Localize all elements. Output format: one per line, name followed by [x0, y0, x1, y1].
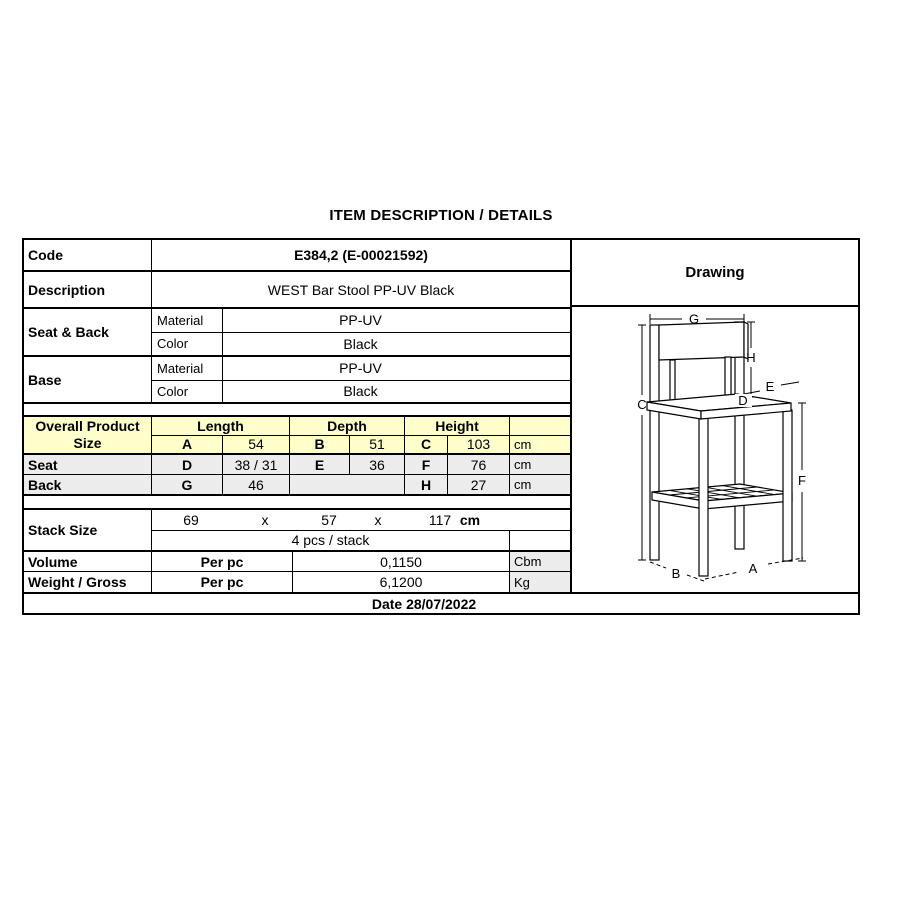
seat-back-group [24, 307, 570, 355]
volume-value: 0,1150 [293, 552, 510, 571]
seat-back-color-value: Black [343, 335, 378, 352]
volume-row [24, 550, 570, 571]
drawing-header: Drawing [572, 240, 858, 307]
stool-front-left-leg [699, 418, 708, 576]
spec-table [22, 238, 860, 615]
weight-row [24, 571, 570, 592]
weight-label: Weight / Gross [24, 572, 152, 592]
page-title: ITEM DESCRIPTION / DETAILS [329, 207, 553, 224]
size-group-label: Overall Product Size [24, 417, 152, 453]
code-value: E384,2 (E-00021592) [294, 247, 428, 263]
dim-label-d: D [738, 393, 748, 408]
seat-size-row [24, 453, 570, 474]
seat-depth-key: E [290, 455, 350, 474]
stack-dimensions [152, 510, 570, 530]
description-label: Description [24, 272, 152, 307]
back-height-value: 27 [448, 475, 510, 494]
overall-depth-key: B [290, 436, 350, 453]
size-col-height: Height [405, 417, 510, 435]
dim-label-a: A [748, 561, 758, 576]
dim-label-f: F [798, 473, 806, 488]
size-col-depth: Depth [290, 417, 405, 435]
size-col-unit-spacer [510, 417, 570, 435]
base-group [24, 355, 570, 402]
stack-unit: cm [459, 511, 481, 528]
base-color-label: Color [152, 381, 223, 402]
stack-dim-2: 57 [321, 511, 337, 528]
stack-pcs-empty [510, 531, 570, 550]
stool-back-left-leg [650, 325, 659, 560]
dim-label-g: G [688, 311, 700, 327]
weight-per: Per pc [152, 572, 293, 592]
back-depth-empty [290, 475, 405, 494]
base-material-label: Material [152, 357, 223, 380]
seat-height-value: 76 [448, 455, 510, 474]
size-header-group [24, 415, 570, 453]
back-size-row [24, 474, 570, 494]
volume-unit: Cbm [510, 552, 570, 571]
code-row [24, 240, 570, 270]
base-color-value: Black [343, 383, 378, 400]
seat-back-material-label: Material [152, 309, 223, 332]
description-value: WEST Bar Stool PP-UV Black [267, 281, 455, 298]
dim-label-b: B [671, 566, 681, 581]
spacer-row-2 [24, 494, 570, 508]
stack-dim-1: 69 [183, 511, 199, 528]
overall-length-key: A [152, 436, 223, 453]
weight-unit: Kg [510, 572, 570, 592]
description-row [24, 270, 570, 307]
back-height-key: H [405, 475, 448, 494]
stack-size-label: Stack Size [24, 510, 152, 550]
drawing-canvas [572, 307, 858, 590]
overall-height-key: C [405, 436, 448, 453]
volume-label: Volume [24, 552, 152, 571]
dim-label-c: C [637, 397, 647, 412]
seat-unit: cm [514, 457, 532, 472]
seat-back-label: Seat & Back [24, 309, 152, 355]
back-length-value: 46 [223, 475, 290, 494]
date-row [24, 592, 858, 613]
stack-pcs: 4 pcs / stack [152, 531, 510, 550]
stool-drawing [572, 307, 858, 590]
date-value: Date 28/07/2022 [371, 595, 477, 612]
stool-back-support-left [670, 360, 675, 402]
dim-label-h: H [746, 350, 756, 365]
seat-length-key: D [152, 455, 223, 474]
seat-length-value: 38 / 31 [223, 455, 290, 474]
drawing-column [570, 240, 858, 592]
seat-depth-value: 36 [350, 455, 405, 474]
seat-back-material-value: PP-UV [339, 312, 382, 329]
spacer-row-1 [24, 402, 570, 415]
back-unit: cm [514, 477, 532, 492]
stack-dim-3: 117 [428, 511, 452, 528]
back-length-key: G [152, 475, 223, 494]
seat-back-color-label: Color [152, 333, 223, 355]
seat-size-label: Seat [24, 455, 152, 474]
stack-times-2: x [374, 511, 382, 528]
overall-length-value: 54 [223, 436, 290, 453]
seat-height-key: F [405, 455, 448, 474]
base-label: Base [24, 357, 152, 402]
code-label: Code [24, 240, 152, 270]
overall-height-value: 103 [448, 436, 510, 453]
base-material-value: PP-UV [339, 360, 382, 377]
overall-depth-value: 51 [350, 436, 405, 453]
dim-label-e: E [765, 379, 775, 394]
stack-size-group [24, 508, 570, 550]
stack-times-1: x [261, 511, 269, 528]
stool-front-right-leg [783, 410, 792, 561]
overall-unit: cm [514, 436, 532, 452]
back-size-label: Back [24, 475, 152, 494]
size-col-length: Length [152, 417, 290, 435]
volume-per: Per pc [152, 552, 293, 571]
stool-backrest-panel [659, 322, 744, 360]
weight-value: 6,1200 [293, 572, 510, 592]
